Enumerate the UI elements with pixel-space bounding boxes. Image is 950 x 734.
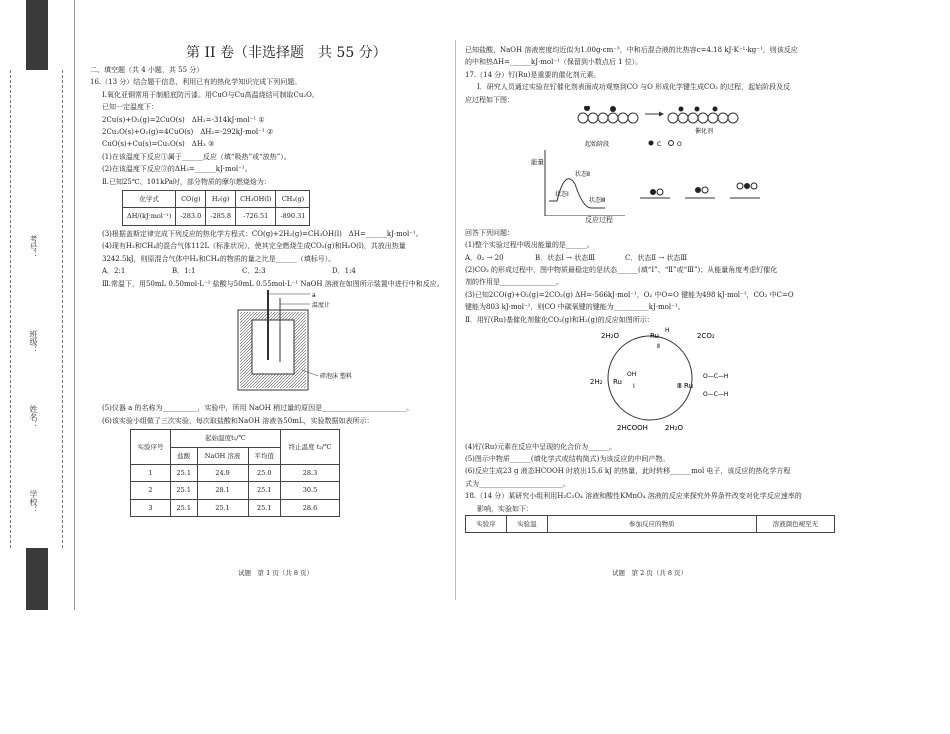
table-cell: 28.3	[281, 464, 340, 481]
school-label: 学校：	[29, 490, 38, 514]
answer-heading: 回答下列问题：	[465, 228, 514, 237]
catalyst-surface-top	[578, 106, 738, 123]
energy-label: 能量	[531, 158, 544, 167]
q16-part-iii: Ⅲ.常温下，用50mL 0.50mol·L⁻¹ 盐酸与50mL 0.55mol·L⁻¹ NaOH 溶液在如图所示装置中进行中和反应。	[102, 279, 444, 288]
calorimeter-figure	[90, 290, 445, 398]
r-question-6a: (6)反应生成23 g 液态HCOOH 时放出15.6 kJ 的热量，此时转移______mol 电子，该反应的热化学方程	[465, 467, 791, 476]
energy-axes	[545, 150, 625, 216]
table-cell: 25.1	[170, 482, 197, 499]
cycle-och-lower: O—C—H	[703, 391, 729, 399]
cycle-roman-2: Ⅱ	[657, 343, 660, 351]
table-header: 溶液颜色褪至无	[756, 515, 834, 532]
cycle-ru-h: H	[665, 327, 670, 335]
question-4-options	[90, 265, 445, 277]
r-question-6b: 式为________________________。	[465, 479, 570, 488]
table-cell: -890.31	[276, 208, 310, 225]
question-5: (5)仪器 a 的名称为__________，实验中，所用 NaOH 稍过量的原因是________________________。	[102, 404, 414, 413]
table-cell: -726.51	[236, 208, 276, 225]
q16-continued-1: 已知盐酸、NaOH 溶液密度均近似为1.00g·cm⁻³，中和后混合液的比热容c=4.18 kJ·K⁻¹·kg⁻¹，则该反应	[465, 46, 798, 54]
q17-part-i: Ⅰ．研究人员通过实验在钌催化剂表面成功观察到CO 与O 形成化学键生成CO₂ 的过程，起始阶段及反	[477, 83, 791, 92]
q16-continued-2: 的中和热ΔH=______kJ·mol⁻¹（保留到小数点后 1 位）。	[465, 58, 643, 67]
equation-3: CuO(s)+Cu(s)=Cu₂O(s) ΔH₃ ③	[102, 140, 215, 149]
right-page	[465, 44, 845, 533]
table-cell: 25.1	[170, 464, 197, 481]
q16-known: 已知一定温度下：	[102, 103, 158, 112]
question-1: (1)在该温度下反应①属于______反应（填“吸热”或“放热”）。	[102, 152, 291, 161]
table-header: 实验序	[466, 515, 507, 532]
cycle-roman-1: Ⅰ	[633, 383, 635, 391]
question-3: (3)根据盖斯定律完成下列反应的热化学方程式：CO(g)+2H₂(g)=CH₃OH(l) ΔH=______kJ·mol⁻¹。	[102, 229, 423, 238]
state-2-label: 状态Ⅱ	[575, 171, 590, 179]
legend-oxygen	[669, 141, 674, 146]
table-header: H₂(g)	[206, 191, 236, 208]
name-label: 姓名：	[29, 405, 38, 429]
option-a: A．2:1	[102, 267, 126, 276]
table-cell: -285.8	[206, 208, 236, 225]
option-c: C．状态Ⅱ → 状态Ⅲ	[625, 253, 688, 262]
cycle-h2o-bottom: 2H₂O	[665, 424, 684, 433]
r-question-1-options	[465, 252, 845, 264]
cycle-ru-top: Ru	[650, 332, 659, 341]
table-cell: 25.1	[248, 499, 280, 516]
table-cell: 30.5	[281, 482, 340, 499]
combustion-table	[122, 190, 310, 226]
equation-2: 2Cu₂O(s)+O₂(g)=4CuO(s) ΔH₂=-292kJ·mol⁻¹ ②	[102, 128, 274, 137]
table-row	[131, 464, 340, 481]
table-cell: 2	[131, 482, 171, 499]
margin-black-bar-top	[26, 0, 48, 70]
state-3-label: 状态Ⅲ	[589, 197, 606, 205]
q18-heading: 18.（14 分）某研究小组利用H₂C₂O₄ 溶液和酸性KMnO₄ 溶液的反应来探究外界条件改变对化学反应速率的	[465, 492, 802, 501]
r-question-3a: (3)已知2CO(g)+O₂(g)=2CO₂(g) ΔH=-566kJ·mol⁻¹，O₂ 中O=O 键能为498 kJ·mol⁻¹，CO₂ 中C=O	[465, 290, 794, 299]
equation-1: 2Cu(s)+O₂(g)=2CuO(s) ΔH₁=-314kJ·mol⁻¹ ①	[102, 115, 265, 124]
table-row	[131, 499, 340, 516]
reaction-process-panels	[640, 183, 760, 198]
margin-dash-line	[62, 70, 63, 548]
option-a: A．0₂ → 20	[465, 253, 504, 262]
table-header: 参加反应的物质	[547, 515, 756, 532]
table-header: CH₃OH(l)	[236, 191, 276, 208]
r-question-5: (5)图示中物质______(填化学式或结构简式)为该反应的中间产物。	[465, 454, 670, 463]
q17-heading: 17.（14 分）钌(Ru)是重要的催化剂元素。	[465, 70, 601, 79]
question-6: (6)该实验小组做了三次实验，每次取盐酸和NaOH 溶液各50mL，实验数据如表所示：	[102, 416, 374, 425]
label-foam: 碎泡沫 塑料	[320, 372, 352, 380]
page-footer-left: 试题 第 1 页（共 8 页）	[238, 569, 314, 577]
table-header: 实验序号	[131, 430, 171, 465]
r-question-4: (4)钌(Ru)元素在反应中呈现的化合价为______。	[465, 442, 617, 451]
state-1-label: 状态Ⅰ	[555, 191, 569, 199]
temperature-table	[130, 429, 340, 517]
inner-beaker	[252, 320, 294, 374]
table-header: CH₄(g)	[276, 191, 310, 208]
start-stage-label: 起始阶段	[585, 141, 610, 149]
table-row	[131, 482, 340, 499]
cycle-h2o-top: 2H₂O	[601, 332, 620, 341]
option-c: C．2:3	[242, 267, 266, 276]
margin-black-bar-bottom	[26, 548, 48, 610]
table-cell: ΔH/(kJ·mol⁻¹)	[123, 208, 176, 225]
cycle-co2: 2CO₂	[697, 332, 715, 341]
label-thermometer: 温度计	[312, 301, 331, 309]
r-question-2a: (2)CO₂ 的形成过程中，图中物质最稳定的是状态______(填“Ⅰ”、“Ⅱ”或“Ⅲ”)；从能量角度考虑钌催化	[465, 266, 778, 275]
q17-part-ii: Ⅱ．用钌(Ru)基催化剂催化CO₂(g)和H₂(g)的反应如图所示：	[465, 315, 654, 324]
table-header: CO(g)	[176, 191, 206, 208]
table-cell: -283.0	[176, 208, 206, 225]
q18-heading-2: 影响，实验如下：	[477, 504, 533, 513]
cycle-hcooh: 2HCOOH	[617, 424, 648, 433]
q16-part-i: Ⅰ.氧化亚铜常用于制船底防污漆。用CuO与Cu高温烧结可制取Cu₂O。	[102, 90, 319, 99]
cycle-ru-left: Ru	[613, 378, 622, 387]
cycle-roman-3-ru: Ⅲ Ru	[677, 382, 694, 391]
table-cell: 24.9	[197, 464, 248, 481]
table-cell: 28.1	[197, 482, 248, 499]
table-cell: 3	[131, 499, 171, 516]
table-header: 化学式	[123, 191, 176, 208]
table-header: 终止温度 t₂/℃	[281, 430, 340, 465]
margin-dash-line	[10, 70, 11, 548]
cycle-och-upper: O—C—H	[703, 373, 729, 381]
cycle-h2: 2H₂	[590, 378, 603, 387]
table-cell: 1	[131, 464, 171, 481]
q17-part-i-2: 应过程如下图：	[465, 95, 514, 104]
question-2: (2)在该温度下反应③的ΔH₃=______kJ·mol⁻¹。	[102, 165, 252, 174]
q16-heading: 16.（13 分）结合题干信息，利用已有的热化学知识完成下列问题。	[90, 78, 302, 87]
question-4a: (4)现有H₂和CH₄的混合气体112L（标准状况），使其完全燃烧生成CO₂(g)和H₂O(l)，共放出热量	[102, 242, 406, 251]
page-footer-right: 试题 第 2 页（共 8 页）	[612, 569, 688, 577]
table-cell: 25.1	[248, 482, 280, 499]
page-divider	[455, 40, 456, 600]
class-label: 班级：	[29, 330, 38, 354]
ru-catalytic-cycle-diagram	[465, 326, 845, 436]
table-cell: 28.6	[281, 499, 340, 516]
r-question-1: (1)整个实验过程中吸出能量的是______。	[465, 241, 594, 250]
table-cell: 25.1	[197, 499, 248, 516]
q16-part-ii: Ⅱ.已知25℃、101kPa时，部分物质的摩尔燃烧焓为：	[102, 177, 271, 186]
table-cell: 25.1	[170, 499, 197, 516]
table-header: 实验温	[506, 515, 547, 532]
question-4b: 3242.5kJ，则原混合气体中H₂和CH₄的物质的量之比是______（填标号）。	[102, 254, 336, 263]
binding-margin	[0, 0, 75, 610]
table-header: 平均值	[248, 447, 280, 464]
table-cell: 25.0	[248, 464, 280, 481]
ru-catalyst-energy-diagram	[465, 106, 845, 216]
reaction-process-label: 反应过程	[585, 216, 613, 225]
option-b: B．1:1	[172, 267, 196, 276]
cycle-oh: OH	[627, 371, 637, 379]
q18-table	[465, 515, 835, 533]
option-b: B．状态Ⅰ → 状态Ⅲ	[535, 253, 595, 262]
r-question-2b: 剂的作用是________________。	[465, 278, 563, 287]
option-d: D．1:4	[332, 267, 356, 276]
legend-carbon	[649, 141, 654, 146]
section-heading: 二、填空题（共 4 小题，共 55 分）	[90, 66, 204, 74]
table-header: 盐酸	[170, 447, 197, 464]
part-title: 第 II 卷（非选择题 共 55 分）	[186, 45, 387, 61]
left-page	[90, 44, 445, 517]
r-question-3b: 键能为803 kJ·mol⁻¹，则CO 中碳氧键的键能为__________kJ·mol⁻¹。	[465, 303, 685, 312]
exam-number-label: 考号：	[29, 235, 38, 259]
legend-c: C	[657, 141, 662, 149]
label-a: a	[312, 291, 316, 299]
table-header: NaOH 溶液	[197, 447, 248, 464]
table-header: 起始温度t₁/℃	[170, 430, 280, 447]
legend-o: O	[677, 141, 682, 149]
catalyst-label: 催化剂	[695, 128, 714, 136]
